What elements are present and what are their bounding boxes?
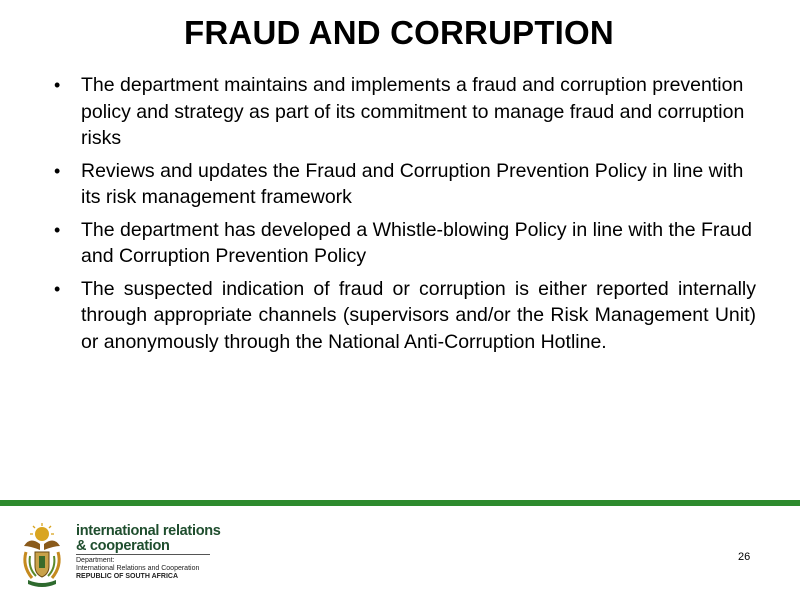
department-logo	[18, 522, 221, 590]
bullet-dot-icon: •	[54, 278, 61, 299]
bullet-text: The department maintains and implements a fraud and corruption prevention policy and strategy as part of its commitment to manage fraud and corruption risks	[81, 74, 745, 149]
bullet-item	[50, 217, 756, 270]
brand-divider	[76, 554, 210, 555]
bullet-dot-icon: •	[54, 219, 61, 240]
brand-name-line1: international relations	[76, 523, 221, 539]
slide-title: FRAUD AND CORRUPTION	[184, 14, 614, 51]
bullet-item	[50, 158, 756, 211]
bullet-dot-icon: •	[54, 160, 61, 181]
bullet-dot-icon: •	[54, 75, 61, 95]
bullet-text: The department has developed a Whistle-blowing Policy in line with the Fraud and Corruption Prevention Policy	[81, 218, 752, 267]
department-label: Department:	[76, 557, 115, 564]
page-number: 26	[738, 551, 751, 563]
bullet-item	[50, 276, 756, 356]
department-name: International Relations and Cooperation	[76, 565, 200, 572]
country-name: REPUBLIC OF SOUTH AFRICA	[76, 573, 179, 580]
bullet-text: The suspected indication of fraud or corruption is either reported internally through appropriate channels (supervisors and/or the Risk Management Unit) or anonymously through the National Anti-Corruption Hotline.	[81, 277, 756, 353]
bullet-text: Reviews and updates the Fraud and Corruption Prevention Policy in line with its risk management framework	[81, 159, 744, 208]
brand-name-line2: & cooperation	[76, 538, 170, 554]
bullet-item	[50, 72, 756, 152]
bullet-list	[50, 72, 756, 361]
footer-divider	[0, 500, 800, 506]
coat-of-arms-icon	[18, 522, 66, 588]
